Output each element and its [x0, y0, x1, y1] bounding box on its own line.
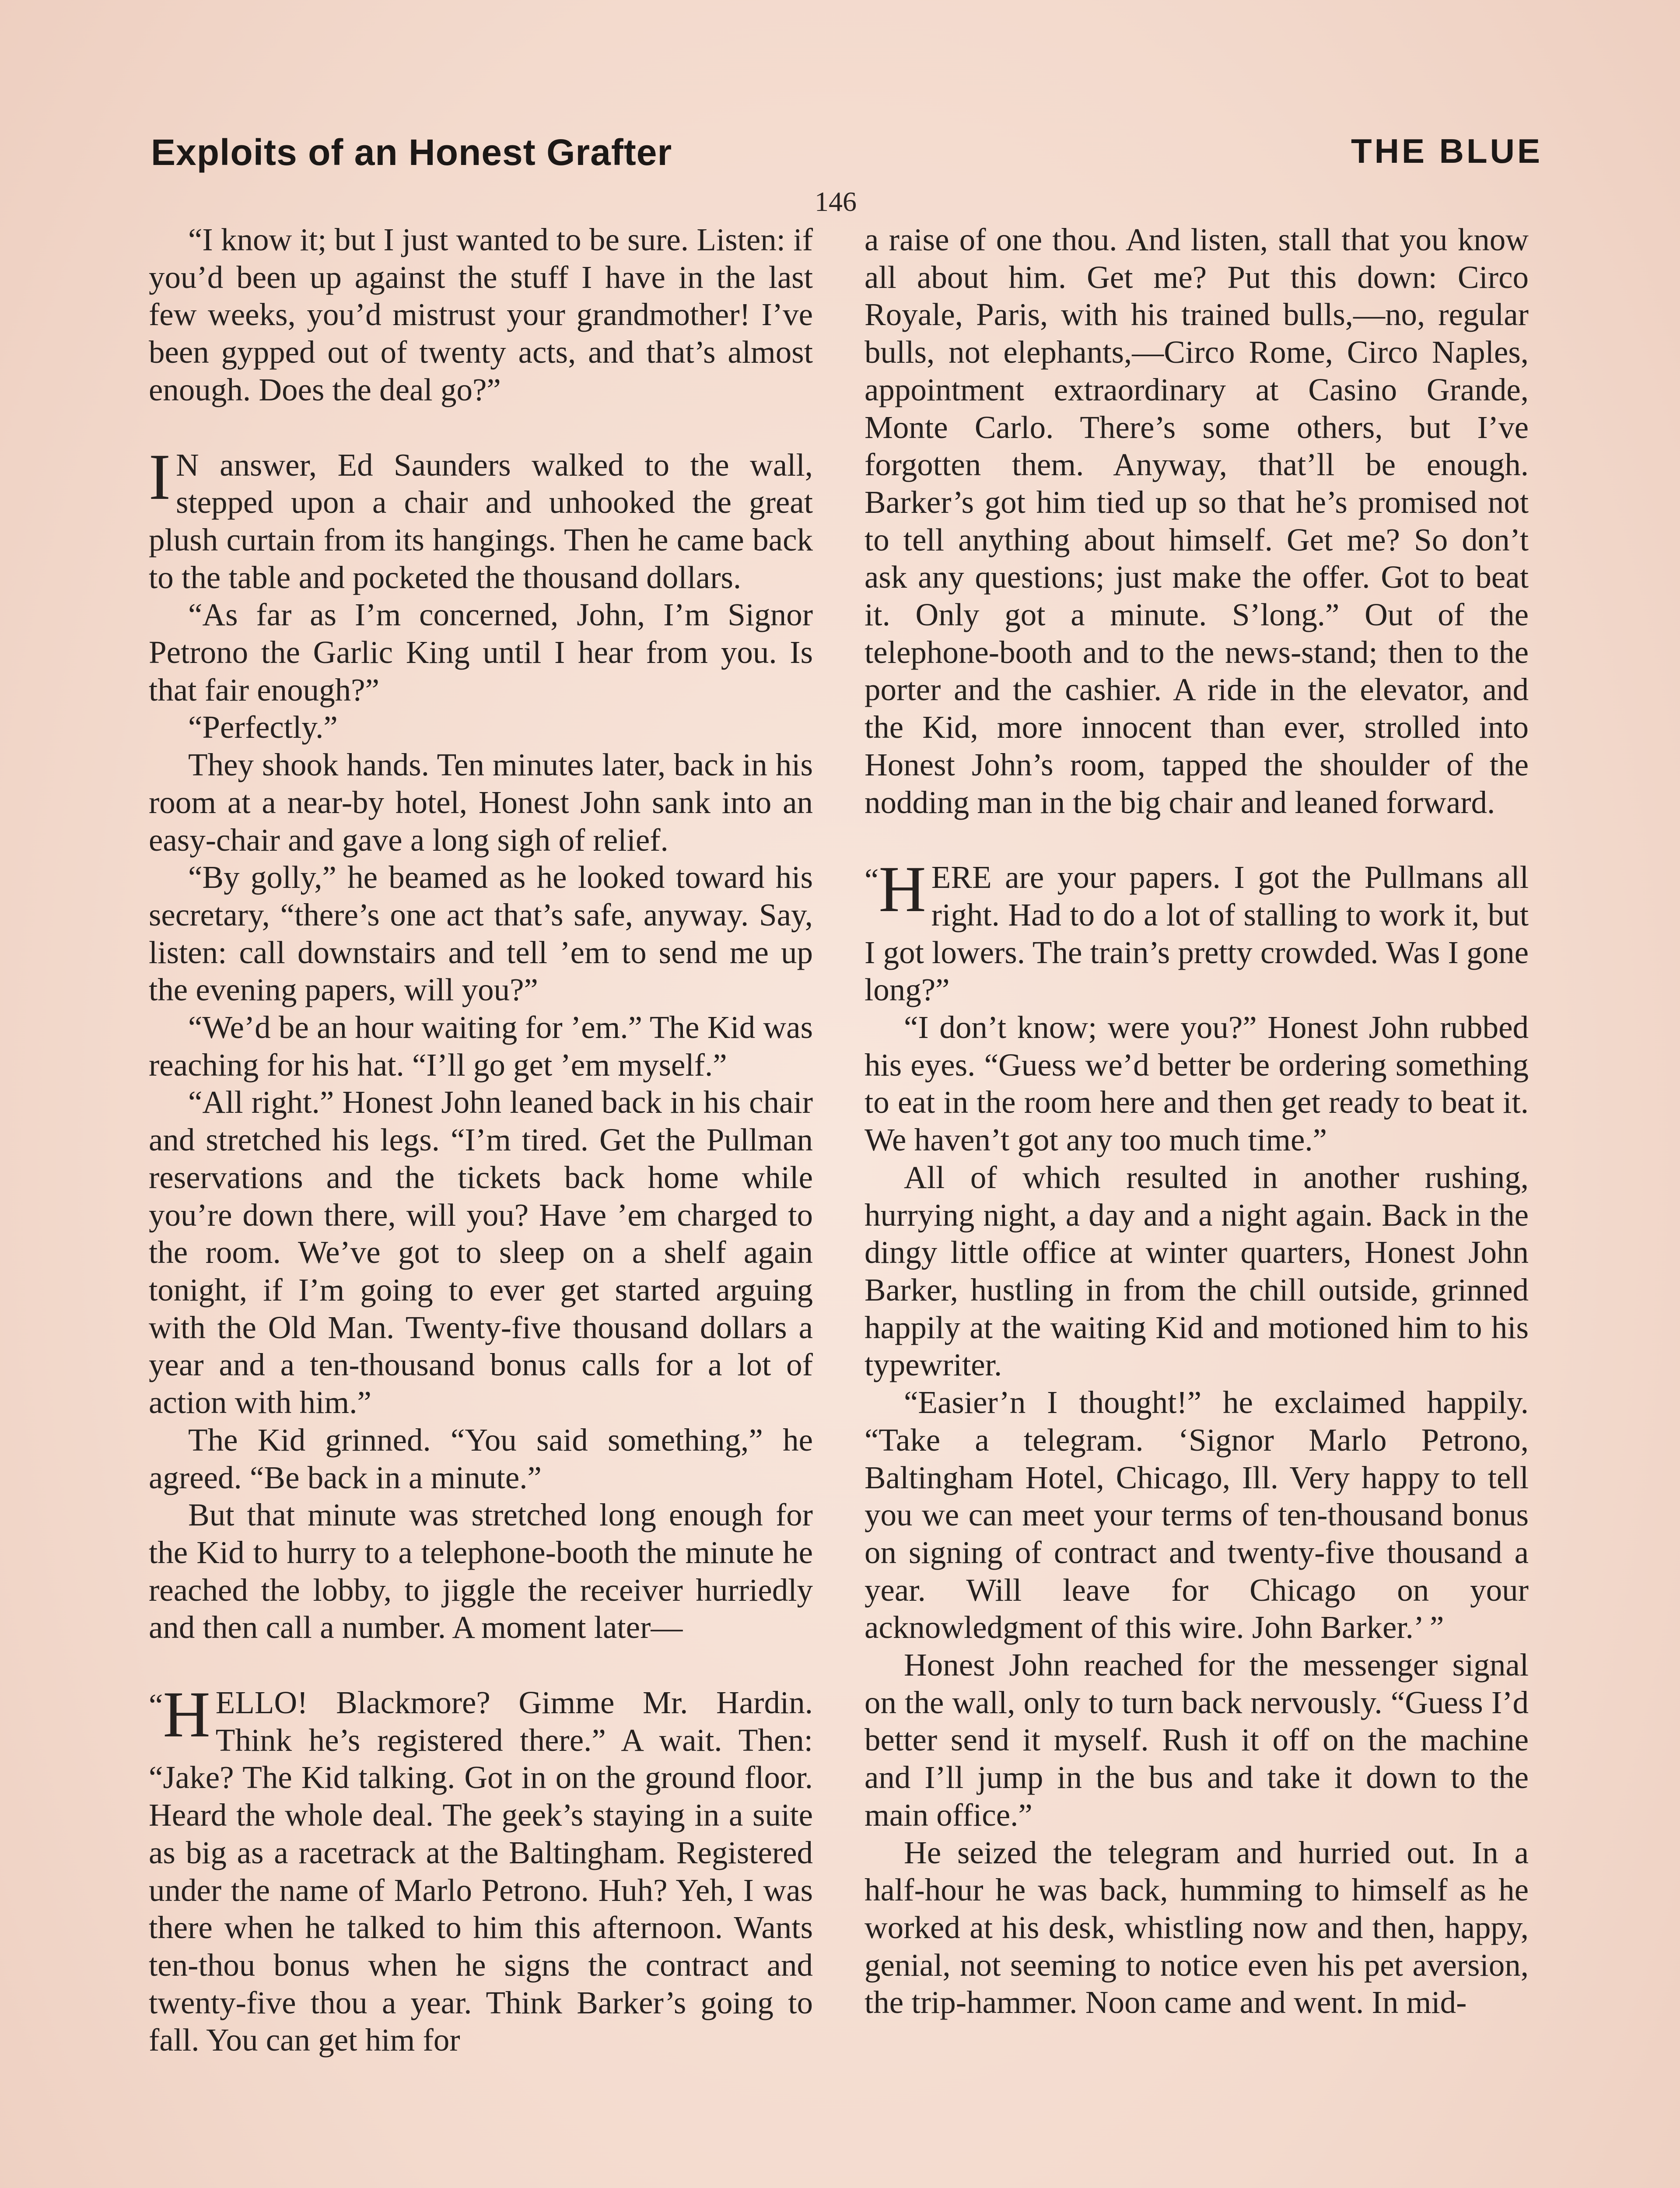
paragraph: “All right.” Honest John leaned back in his chair and stretched his legs. “I’m tired. Get the Pullman reservations and the tickets back home while you’re down there, will you? Have ’em charged to the room. We’ve got to sleep on a shelf again tonight, if I’m going to ever get started arguing with the Old Man. Twenty-five thousand dollars a year and a ten-thousand bonus calls for a lot of action with him.”	[149, 1084, 813, 1420]
paragraph: a raise of one thou. And listen, stall that you know all about him. Get me? Put this down: Circo Royale, Paris, with his trained bulls,—no, regular bulls, not elephants,—Circo Rome, Circo Naples, appointment extraordinary at Casino Grande, Monte Carlo. There’s some others, but I’ve forgotten them. Anyway, that’ll be enough. Barker’s got him tied up so that he’s promised not to tell anything about himself. Get me? So don’t ask any questions; just make the offer. Got to beat it. Only got a minute. S’long.” Out of the telephone-booth and to the news-stand; then to the porter and the cashier. A ride in the elevator, and the Kid, more innocent than ever, strolled into Honest John’s room, tapped the shoulder of the nodding man in the big chair and leaned forward.	[864, 222, 1529, 820]
drop-cap-quote: “	[149, 1687, 163, 1723]
paragraph-dropcap	[149, 440, 813, 596]
paragraph: All of which resulted in another rushing, hurrying night, a day and a night again. Back in the dingy little office at winter quarters, Honest John Barker, hustling in from the chill outside, grinned happily at the waiting Kid and motioned him to his typewriter.	[864, 1159, 1529, 1383]
paragraph-dropcap	[149, 1678, 813, 2059]
story-title: Exploits of an Honest Grafter	[151, 132, 672, 173]
paragraph: The Kid grinned. “You said something,” he agreed. “Be back in a minute.”	[149, 1422, 813, 1495]
paragraph: But that minute was stretched long enough for the Kid to hurry to a telephone-booth the minute he reached the lobby, to jiggle the receiver hurriedly and then call a number. A moment later—	[149, 1497, 813, 1645]
page-number: 146	[815, 186, 857, 217]
paragraph: “Easier’n I thought!” he exclaimed happily. “Take a telegram. ‘Signor Marlo Petrono, Baltingham Hotel, Chicago, Ill. Very happy to tell you we can meet your terms of ten-thousand bonus on signing of contract and twenty-five thousand a year. Will leave for Chicago on your acknowledgment of this wire. John Barker.’ ”	[864, 1385, 1529, 1645]
paragraph: “We’d be an hour waiting for ’em.” The Kid was reaching for his hat. “I’ll go get ’em myself.”	[149, 1010, 813, 1083]
paragraph: “By golly,” he beamed as he looked toward his secretary, “there’s one act that’s safe, anyway. Say, listen: call downstairs and tell ’em to send me up the evening papers, will you?”	[149, 859, 813, 1008]
paragraph: “I know it; but I just wanted to be sure. Listen: if you’d been up against the stuff I have in the last few weeks, you’d mistrust your grandmother! I’ve been gypped out of twenty acts, and that’s almost enough. Does the deal go?”	[149, 222, 813, 407]
paragraph: “I don’t know; were you?” Honest John rubbed his eyes. “Guess we’d better be ordering something to eat in the room here and then get ready to beat it. We haven’t got any too much time.”	[864, 1010, 1529, 1158]
drop-cap	[864, 853, 926, 926]
paragraph-dropcap	[864, 853, 1529, 1009]
left-column	[149, 221, 813, 2059]
drop-cap-quote: “	[864, 862, 879, 898]
paragraph: He seized the telegram and hurried out. In a half-hour he was back, humming to himself as he worked at his desk, whistling now and then, happy, genial, not seeming to notice even his pet aversion, the trip-hammer. Noon came and went. In mid-	[864, 1834, 1529, 2020]
right-column	[864, 221, 1529, 2021]
drop-cap-letter: H	[163, 1678, 210, 1751]
drop-cap: I	[149, 440, 171, 513]
paragraph: “Perfectly.”	[188, 709, 338, 745]
magazine-name: THE BLUE	[1351, 132, 1543, 170]
paragraph: “As far as I’m concerned, John, I’m Signor Petrono the Garlic King until I hear from you. Is that fair enough?”	[149, 597, 813, 708]
paragraph-text: N answer, Ed Saunders walked to the wall, stepped upon a chair and unhooked the great plush curtain from its hangings. Then he came back to the table and pocketed the thousand dollars.	[149, 447, 813, 595]
paragraph: Honest John reached for the messenger signal on the wall, only to turn back nervously. “Guess I’d better send it myself. Rush it off on the machine and I’ll jump in the bus and take it down to the main office.”	[864, 1647, 1529, 1833]
drop-cap	[149, 1678, 210, 1751]
paragraph-text: ERE are your papers. I got the Pullmans all right. Had to do a lot of stalling to work it, but I got lowers. The train’s pretty crowded. Was I gone long?”	[864, 859, 1529, 1008]
drop-cap-letter: H	[878, 853, 926, 926]
paragraph: They shook hands. Ten minutes later, back in his room at a near-by hotel, Honest John sank into an easy-chair and gave a long sigh of relief.	[149, 747, 813, 858]
paragraph-text: ELLO! Blackmore? Gimme Mr. Hardin. Think he’s registered there.” A wait. Then: “Jake? The Kid talking. Got in on the ground floor. Heard the whole deal. The geek’s staying in a suite as big as a racetrack at the Baltingham. Registered under the name of Marlo Petrono. Huh? Yeh, I was there when he talked to him this afternoon. Wants ten-thou bonus when he signs the contract and twenty-five thou a year. Think Barker’s going to fall. You can get him for	[149, 1685, 813, 2058]
